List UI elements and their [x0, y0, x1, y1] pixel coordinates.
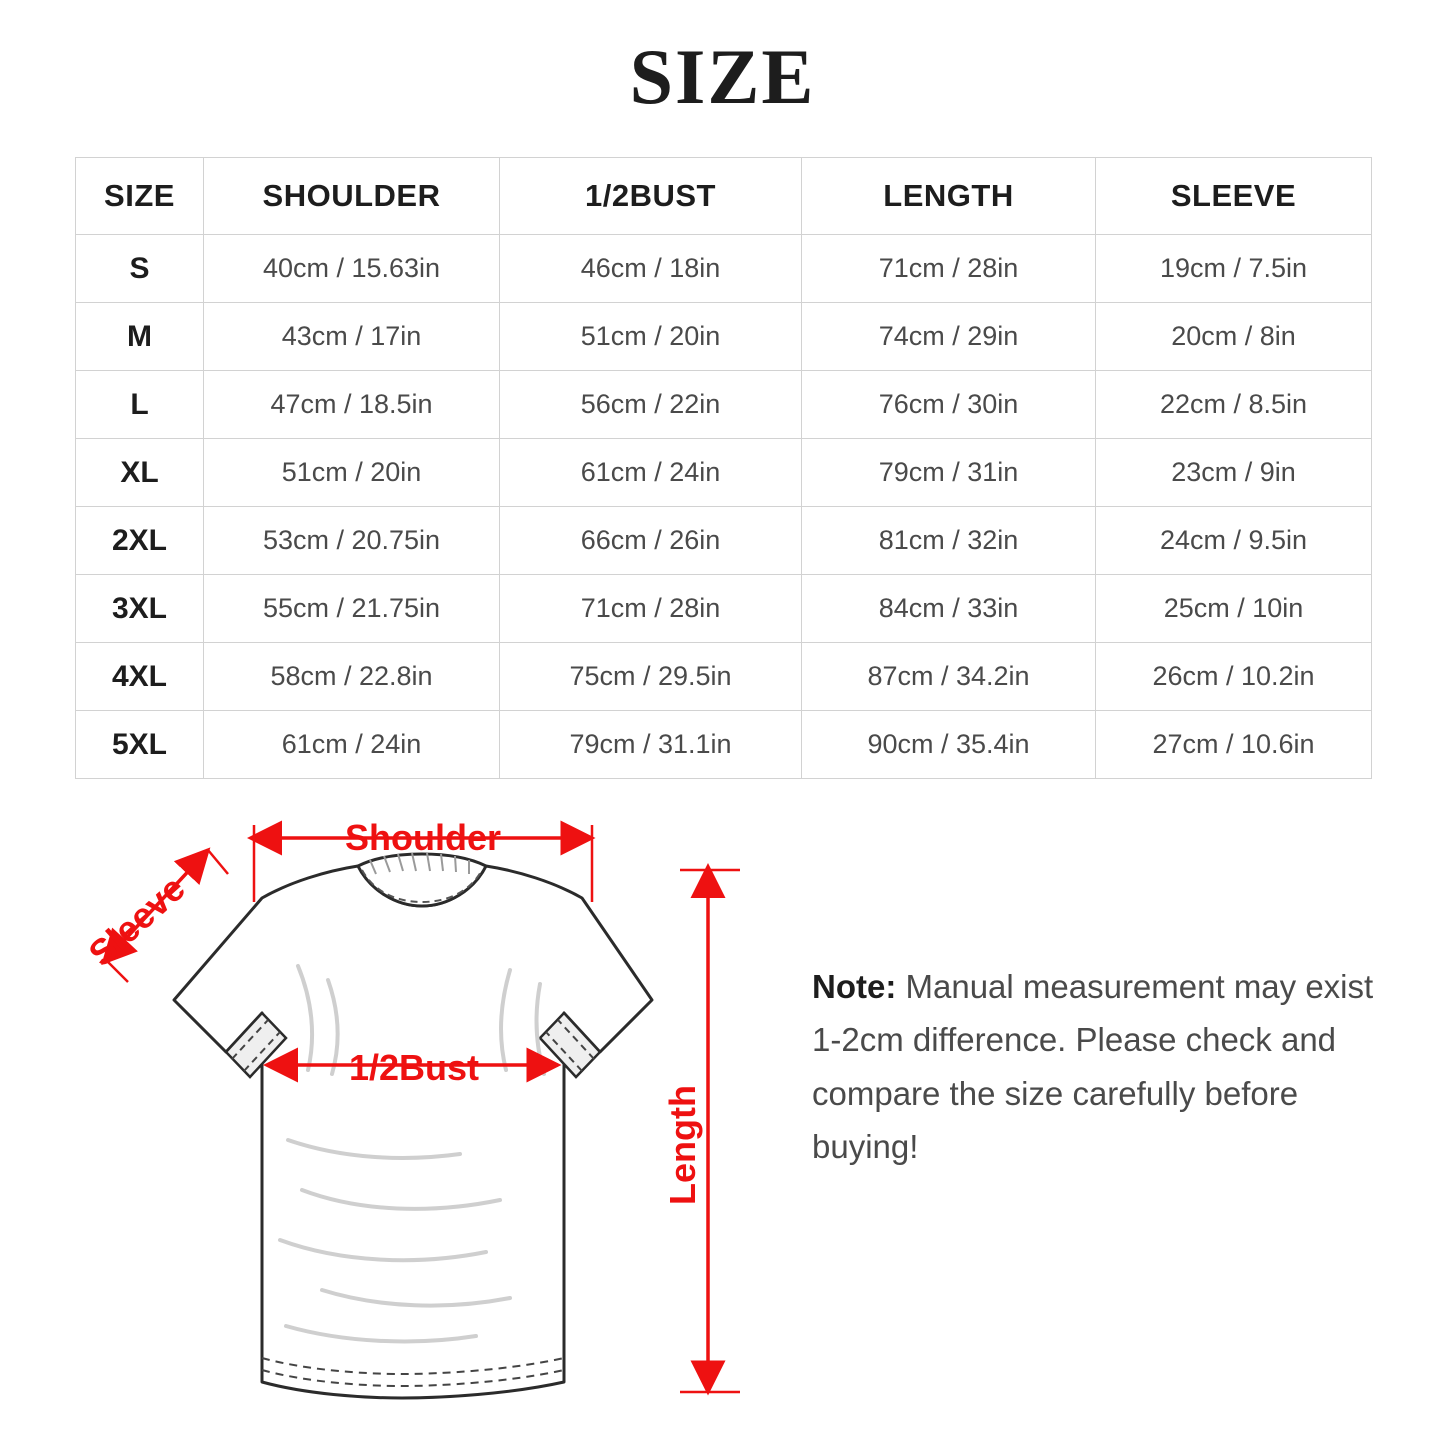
cell-length: 79cm / 31in — [802, 439, 1096, 507]
table-header-row — [76, 158, 1372, 235]
cell-size: 5XL — [76, 711, 204, 779]
table-row — [76, 575, 1372, 643]
table-row — [76, 303, 1372, 371]
cell-bust: 56cm / 22in — [500, 371, 802, 439]
column-header-size: SIZE — [76, 158, 204, 235]
sleeve-label: Sleeve — [80, 867, 193, 975]
cell-size: XL — [76, 439, 204, 507]
cell-shoulder: 51cm / 20in — [204, 439, 500, 507]
table-row — [76, 643, 1372, 711]
cell-sleeve: 27cm / 10.6in — [1096, 711, 1372, 779]
cell-length: 71cm / 28in — [802, 235, 1096, 303]
cell-bust: 75cm / 29.5in — [500, 643, 802, 711]
note-prefix: Note: — [812, 968, 897, 1005]
cell-size: M — [76, 303, 204, 371]
bust-label: 1/2Bust — [348, 1047, 480, 1088]
column-header-sleeve: SLEEVE — [1096, 158, 1372, 235]
cell-bust: 61cm / 24in — [500, 439, 802, 507]
table-row — [76, 235, 1372, 303]
cell-shoulder: 43cm / 17in — [204, 303, 500, 371]
cell-bust: 51cm / 20in — [500, 303, 802, 371]
table-row — [76, 439, 1372, 507]
cell-sleeve: 23cm / 9in — [1096, 439, 1372, 507]
shoulder-label: Shoulder — [344, 817, 502, 858]
cell-bust: 66cm / 26in — [500, 507, 802, 575]
cell-length: 90cm / 35.4in — [802, 711, 1096, 779]
cell-shoulder: 61cm / 24in — [204, 711, 500, 779]
cell-bust: 46cm / 18in — [500, 235, 802, 303]
cell-size: L — [76, 371, 204, 439]
cell-shoulder: 40cm / 15.63in — [204, 235, 500, 303]
table-row — [76, 507, 1372, 575]
column-header-shoulder: SHOULDER — [204, 158, 500, 235]
note-text: Manual measurement may exist 1-2cm difference. Please check and compare the size carefully before buying! — [812, 968, 1374, 1166]
column-header-length: LENGTH — [802, 158, 1096, 235]
cell-shoulder: 55cm / 21.75in — [204, 575, 500, 643]
cell-length: 76cm / 30in — [802, 371, 1096, 439]
cell-sleeve: 25cm / 10in — [1096, 575, 1372, 643]
cell-size: 2XL — [76, 507, 204, 575]
cell-size: 3XL — [76, 575, 204, 643]
cell-sleeve: 24cm / 9.5in — [1096, 507, 1372, 575]
length-label: Length — [662, 1085, 703, 1205]
size-chart-table — [75, 157, 1372, 779]
cell-shoulder: 47cm / 18.5in — [204, 371, 500, 439]
tshirt-measurement-diagram — [40, 770, 780, 1420]
cell-size: 4XL — [76, 643, 204, 711]
cell-shoulder: 53cm / 20.75in — [204, 507, 500, 575]
cell-shoulder: 58cm / 22.8in — [204, 643, 500, 711]
table-row — [76, 711, 1372, 779]
cell-length: 81cm / 32in — [802, 507, 1096, 575]
column-header-bust: 1/2BUST — [500, 158, 802, 235]
cell-size: S — [76, 235, 204, 303]
cell-bust: 79cm / 31.1in — [500, 711, 802, 779]
cell-length: 87cm / 34.2in — [802, 643, 1096, 711]
tshirt-illustration — [174, 853, 652, 1398]
cell-sleeve: 22cm / 8.5in — [1096, 371, 1372, 439]
cell-length: 74cm / 29in — [802, 303, 1096, 371]
table-row — [76, 371, 1372, 439]
note-block — [812, 960, 1392, 1174]
cell-sleeve: 26cm / 10.2in — [1096, 643, 1372, 711]
cell-length: 84cm / 33in — [802, 575, 1096, 643]
cell-sleeve: 20cm / 8in — [1096, 303, 1372, 371]
page-title: SIZE — [629, 33, 816, 120]
cell-bust: 71cm / 28in — [500, 575, 802, 643]
cell-sleeve: 19cm / 7.5in — [1096, 235, 1372, 303]
